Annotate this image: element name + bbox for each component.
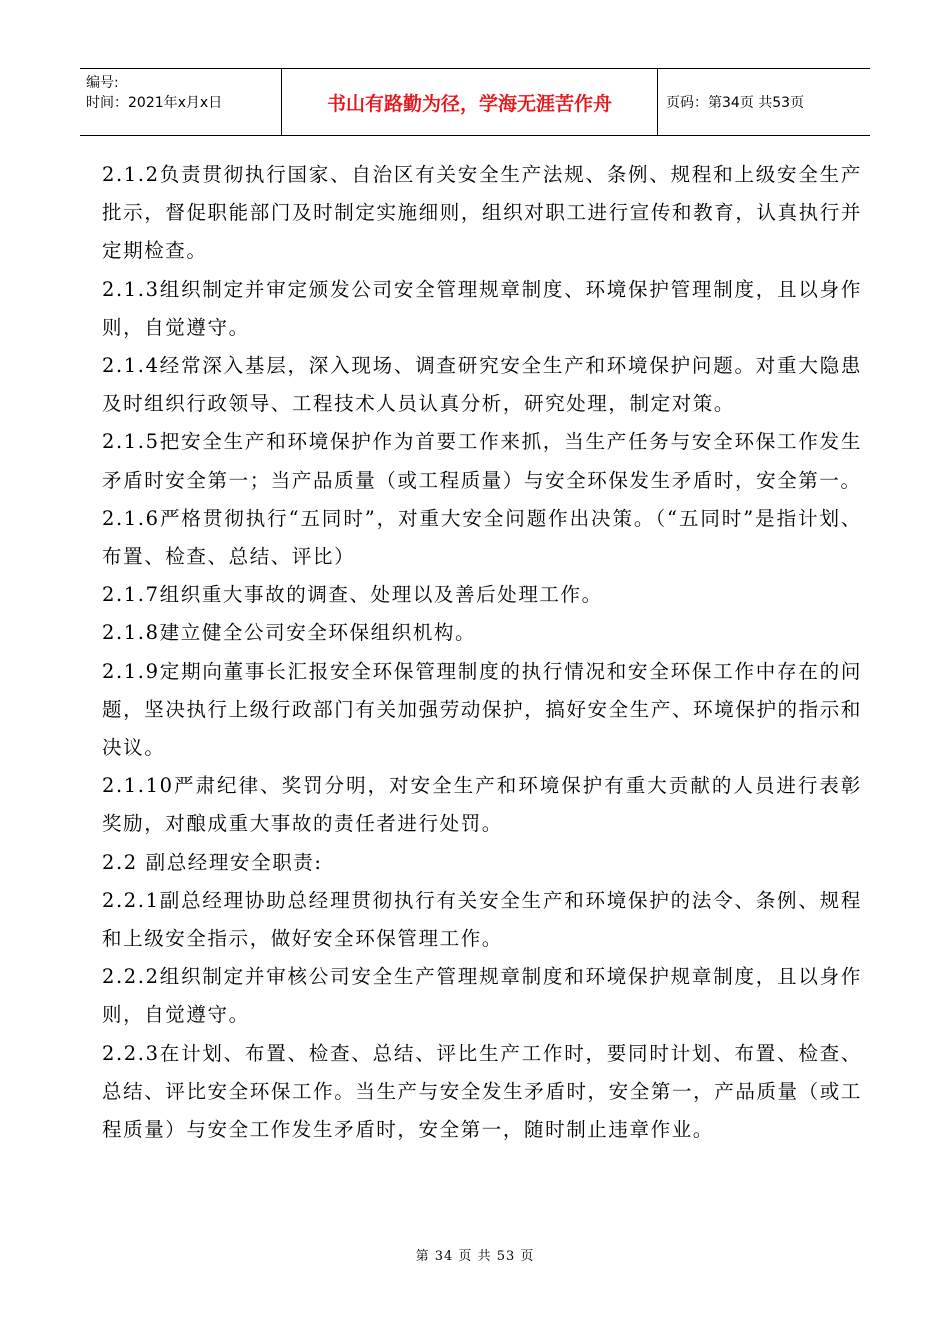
- paragraph-2-1-3: 2.1.3组织制定并审定颁发公司安全管理规章制度、环境保护管理制度，且以身作则，自觉遵守。: [102, 277, 862, 339]
- document-body: [102, 156, 862, 1149]
- paragraph-2-1-7: 2.1.7组织重大事故的调查、处理以及善后处理工作。: [102, 583, 603, 607]
- paragraph-2-1-5: 2.1.5把安全生产和环境保护作为首要工作来抓，当生产任务与安全环保工作发生矛盾时安全第一；当产品质量（或工程质量）与安全环保发生矛盾时，安全第一。: [102, 430, 862, 492]
- time-label: 时间：2021年x月x日: [86, 95, 223, 111]
- page-number-cell: [658, 69, 870, 135]
- header-info-cell: [80, 69, 282, 135]
- paragraph-2-1-4: 2.1.4经常深入基层，深入现场、调查研究安全生产和环境保护问题。对重大隐患及时组织行政领导、工程技术人员认真分析，研究处理，制定对策。: [102, 354, 862, 416]
- header-table: [80, 68, 870, 136]
- number-label: 编号:: [86, 75, 119, 91]
- motto-cell: [282, 69, 658, 135]
- paragraph-2-1-9: 2.1.9定期向董事长汇报安全环保管理制度的执行情况和安全环保工作中存在的问题，坚决执行上级行政部门有关加强劳动保护，搞好安全生产、环境保护的指示和决议。: [102, 659, 862, 760]
- paragraph-2-1-8: 2.1.8建立健全公司安全环保组织机构。: [102, 621, 477, 645]
- paragraph-2-1-2: 2.1.2负责贯彻执行国家、自治区有关安全生产法规、条例、规程和上级安全生产批示，督促职能部门及时制定实施细则，组织对职工进行宣传和教育，认真执行并定期检查。: [102, 163, 862, 263]
- paragraph-2-2-1: 2.2.1副总经理协助总经理贯彻执行有关安全生产和环境保护的法令、条例、规程和上级安全指示，做好安全环保管理工作。: [102, 888, 862, 951]
- paragraph-2-1-6: 2.1.6严格贯彻执行“五同时”，对重大安全问题作出决策。（“五同时”是指计划、布置、检查、总结、评比）: [102, 506, 862, 569]
- paragraph-2-1-10: 2.1.10严肃纪律、奖罚分明，对安全生产和环境保护有重大贡献的人员进行表彰奖励，对酿成重大事故的责任者进行处罚。: [102, 774, 862, 836]
- paragraph-2-2-2: 2.2.2组织制定并审核公司安全生产管理规章制度和环境保护规章制度，且以身作则，自觉遵守。: [102, 965, 862, 1027]
- footer-page-text: 第 34 页 共 53 页: [415, 1249, 535, 1264]
- page-number-label: 页码：第34页 共53页: [666, 95, 805, 111]
- page-footer: [0, 1245, 950, 1264]
- motto-text: 书山有路勤为径，学海无涯苦作舟: [326, 92, 612, 115]
- paragraph-2-2-3: 2.2.3在计划、布置、检查、总结、评比生产工作时，要同时计划、布置、检查、总结、评比安全环保工作。当生产与安全发生矛盾时，安全第一，产品质量（或工程质量）与安全工作发生矛盾时，安全第一，随时制止违章作业。: [102, 1041, 862, 1142]
- section-heading-2-2: 2.2 副总经理安全职责:: [102, 850, 323, 874]
